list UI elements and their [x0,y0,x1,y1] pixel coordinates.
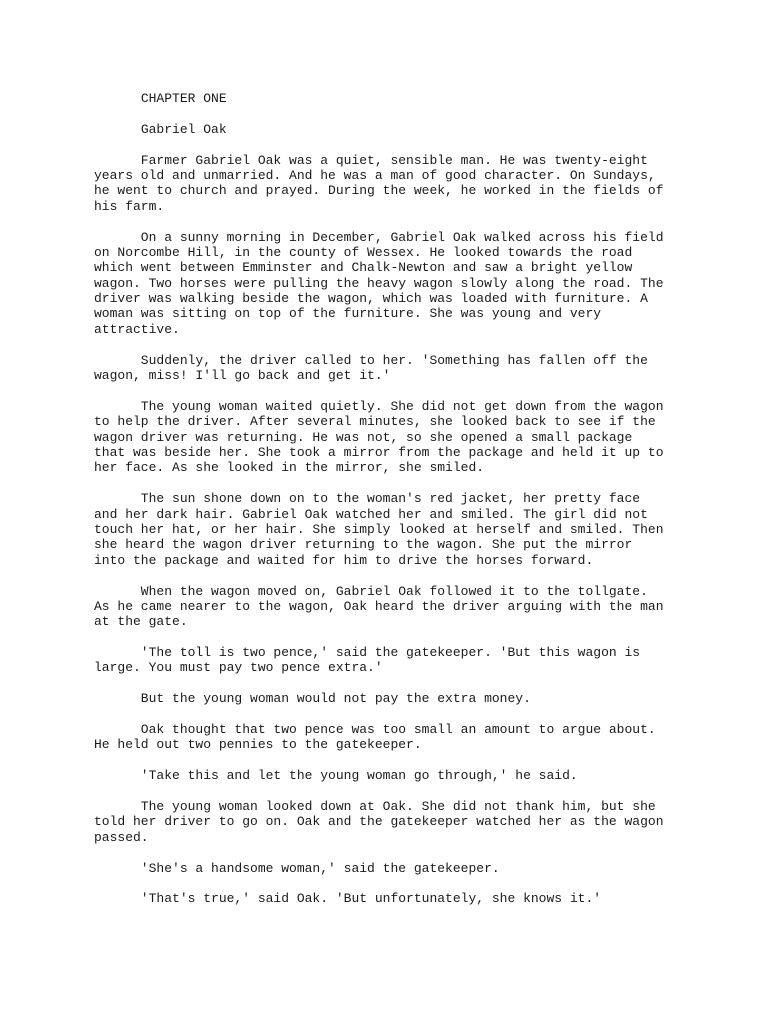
chapter-title-text: Gabriel Oak [140,121,227,137]
text-line: touch her hat, or her hair. She simply looked at herself and smiled. Then [94,521,664,537]
text-line: Farmer Gabriel Oak was a quiet, sensible man. He was twenty-eight [94,152,648,168]
text-line: told her driver to go on. Oak and the gatekeeper watched her as the wagon [94,814,664,830]
paragraph [94,153,684,215]
text-line: passed. [94,829,149,845]
text-line: and her dark hair. Gabriel Oak watched her and smiled. The girl did not [94,506,648,522]
text-line: 'That's true,' said Oak. 'But unfortunately, she knows it.' [94,891,602,907]
text-line: He held out two pennies to the gatekeeper. [94,737,422,753]
chapter-title [94,122,684,137]
text-line: he went to church and prayed. During the week, he worked in the fields of [94,183,664,199]
text-line: The young woman looked down at Oak. She did not thank him, but she [94,798,656,814]
text-line: her face. As she looked in the mirror, she smiled. [94,460,485,476]
paragraph [94,891,684,906]
text-line: Suddenly, the driver called to her. 'Something has fallen off the [94,352,648,368]
text-line: The sun shone down on to the woman's red jacket, her pretty face [94,491,641,507]
text-line: wagon. Two horses were pulling the heavy wagon slowly along the road. The [94,275,664,291]
text-line: 'She's a handsome woman,' said the gatekeeper. [94,860,500,876]
text-line: his farm. [94,198,165,214]
paragraph [94,691,684,706]
paragraph [94,768,684,783]
paragraph [94,230,684,338]
chapter-title-block [94,122,684,137]
text-line: 'The toll is two pence,' said the gatekeeper. 'But this wagon is [94,645,641,661]
text-line: As he came nearer to the wagon, Oak heard the driver arguing with the man [94,598,664,614]
text-line: driver was walking beside the wagon, which was loaded with furniture. A [94,291,648,307]
text-line: on Norcombe Hill, in the county of Wessex. He looked towards the road [94,244,633,260]
text-line: When the wagon moved on, Gabriel Oak followed it to the tollgate. [94,583,648,599]
text-line: On a sunny morning in December, Gabriel Oak walked across his field [94,229,664,245]
chapter-heading [94,91,684,106]
indent [94,91,141,106]
text-line: attractive. [94,321,180,337]
paragraph [94,799,684,845]
text-line: at the gate. [94,614,188,630]
text-line: which went between Emminster and Chalk-Newton and saw a bright yellow [94,260,633,276]
paragraph [94,491,684,568]
text-line: to help the driver. After several minutes, she looked back to see if the [94,414,656,430]
paragraph [94,861,684,876]
text-line: large. You must pay two pence extra.' [94,660,383,676]
text-line: into the package and waited for him to drive the horses forward. [94,552,594,568]
paragraph [94,584,684,630]
paragraph [94,722,684,753]
text-line: woman was sitting on top of the furniture. She was young and very [94,306,602,322]
indent [94,122,141,137]
paragraph [94,353,684,384]
text-line: years old and unmarried. And he was a man of good character. On Sundays, [94,167,656,183]
document-page [94,91,684,922]
text-line: But the young woman would not pay the extra money. [94,691,531,707]
chapter-number-heading [94,91,684,106]
text-line: she heard the wagon driver returning to the wagon. She put the mirror [94,537,633,553]
text-line: The young woman waited quietly. She did not get down from the wagon [94,398,664,414]
text-line: 'Take this and let the young woman go through,' he said. [94,768,578,784]
text-line: wagon, miss! I'll go back and get it.' [94,368,391,384]
chapter-number-text: CHAPTER ONE [140,91,227,106]
paragraph [94,399,684,476]
text-line: Oak thought that two pence was too small an amount to argue about. [94,722,656,738]
paragraph [94,645,684,676]
body-text [94,153,684,907]
text-line: wagon driver was returning. He was not, so she opened a small package [94,429,633,445]
text-line: that was beside her. She took a mirror from the package and held it up to [94,444,664,460]
